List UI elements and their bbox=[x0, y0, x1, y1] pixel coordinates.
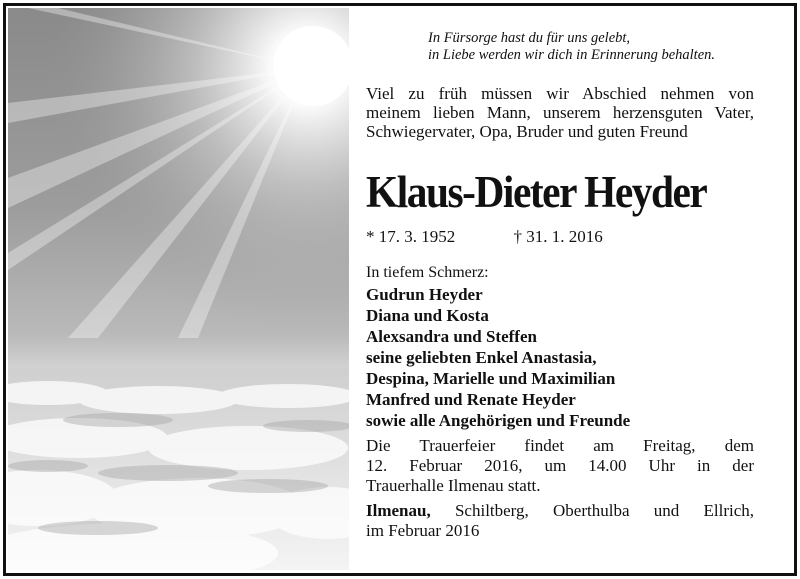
sky-clouds-image bbox=[8, 8, 349, 570]
place-line bbox=[366, 501, 754, 521]
service-line: Trauerhalle Ilmenau statt. bbox=[366, 476, 541, 495]
death-date: † 31. 1. 2016 bbox=[513, 227, 603, 246]
mourner-line: seine geliebten Enkel Anastasia, bbox=[366, 348, 597, 367]
motto-line: In Fürsorge hast du für uns gelebt, bbox=[428, 30, 631, 46]
mourner-line: Despina, Marielle und Maximilian bbox=[366, 369, 616, 388]
service-line: 12. Februar 2016, um 14.00 Uhr in der bbox=[366, 456, 754, 475]
deceased-name: Klaus-Dieter Heyder bbox=[366, 167, 707, 217]
life-dates bbox=[366, 227, 754, 247]
mourners-list bbox=[366, 284, 754, 431]
place-date: im Februar 2016 bbox=[366, 521, 480, 540]
obituary-text bbox=[366, 30, 754, 541]
mourner-line: Diana und Kosta bbox=[366, 306, 489, 325]
intro-line: meinem lieben Mann, unserem herzensguten Vater, bbox=[366, 103, 754, 122]
intro-text bbox=[366, 84, 754, 141]
mourner-line: Manfred und Renate Heyder bbox=[366, 390, 576, 409]
funeral-service-info bbox=[366, 436, 754, 496]
motto-line: in Liebe werden wir dich in Erinnerung behalten. bbox=[428, 47, 716, 63]
birth-date: * 17. 3. 1952 bbox=[366, 227, 456, 246]
mourner-line: Gudrun Heyder bbox=[366, 285, 483, 304]
place-rest: Schiltberg, Oberthulba und Ellrich, bbox=[454, 501, 754, 520]
grief-label: In tiefem Schmerz: bbox=[366, 264, 489, 281]
intro-line: Schwiegervater, Opa, Bruder und guten Freund bbox=[366, 122, 688, 141]
mourner-line: Alexsandra und Steffen bbox=[366, 327, 537, 346]
mourner-line: sowie alle Angehörigen und Freunde bbox=[366, 411, 631, 430]
service-line: Die Trauerfeier findet am Freitag, dem bbox=[366, 436, 754, 455]
intro-line: Viel zu früh müssen wir Abschied nehmen von bbox=[366, 84, 754, 103]
place-town: Ilmenau, bbox=[366, 501, 431, 520]
place-and-date bbox=[366, 501, 754, 541]
motto bbox=[428, 30, 758, 64]
